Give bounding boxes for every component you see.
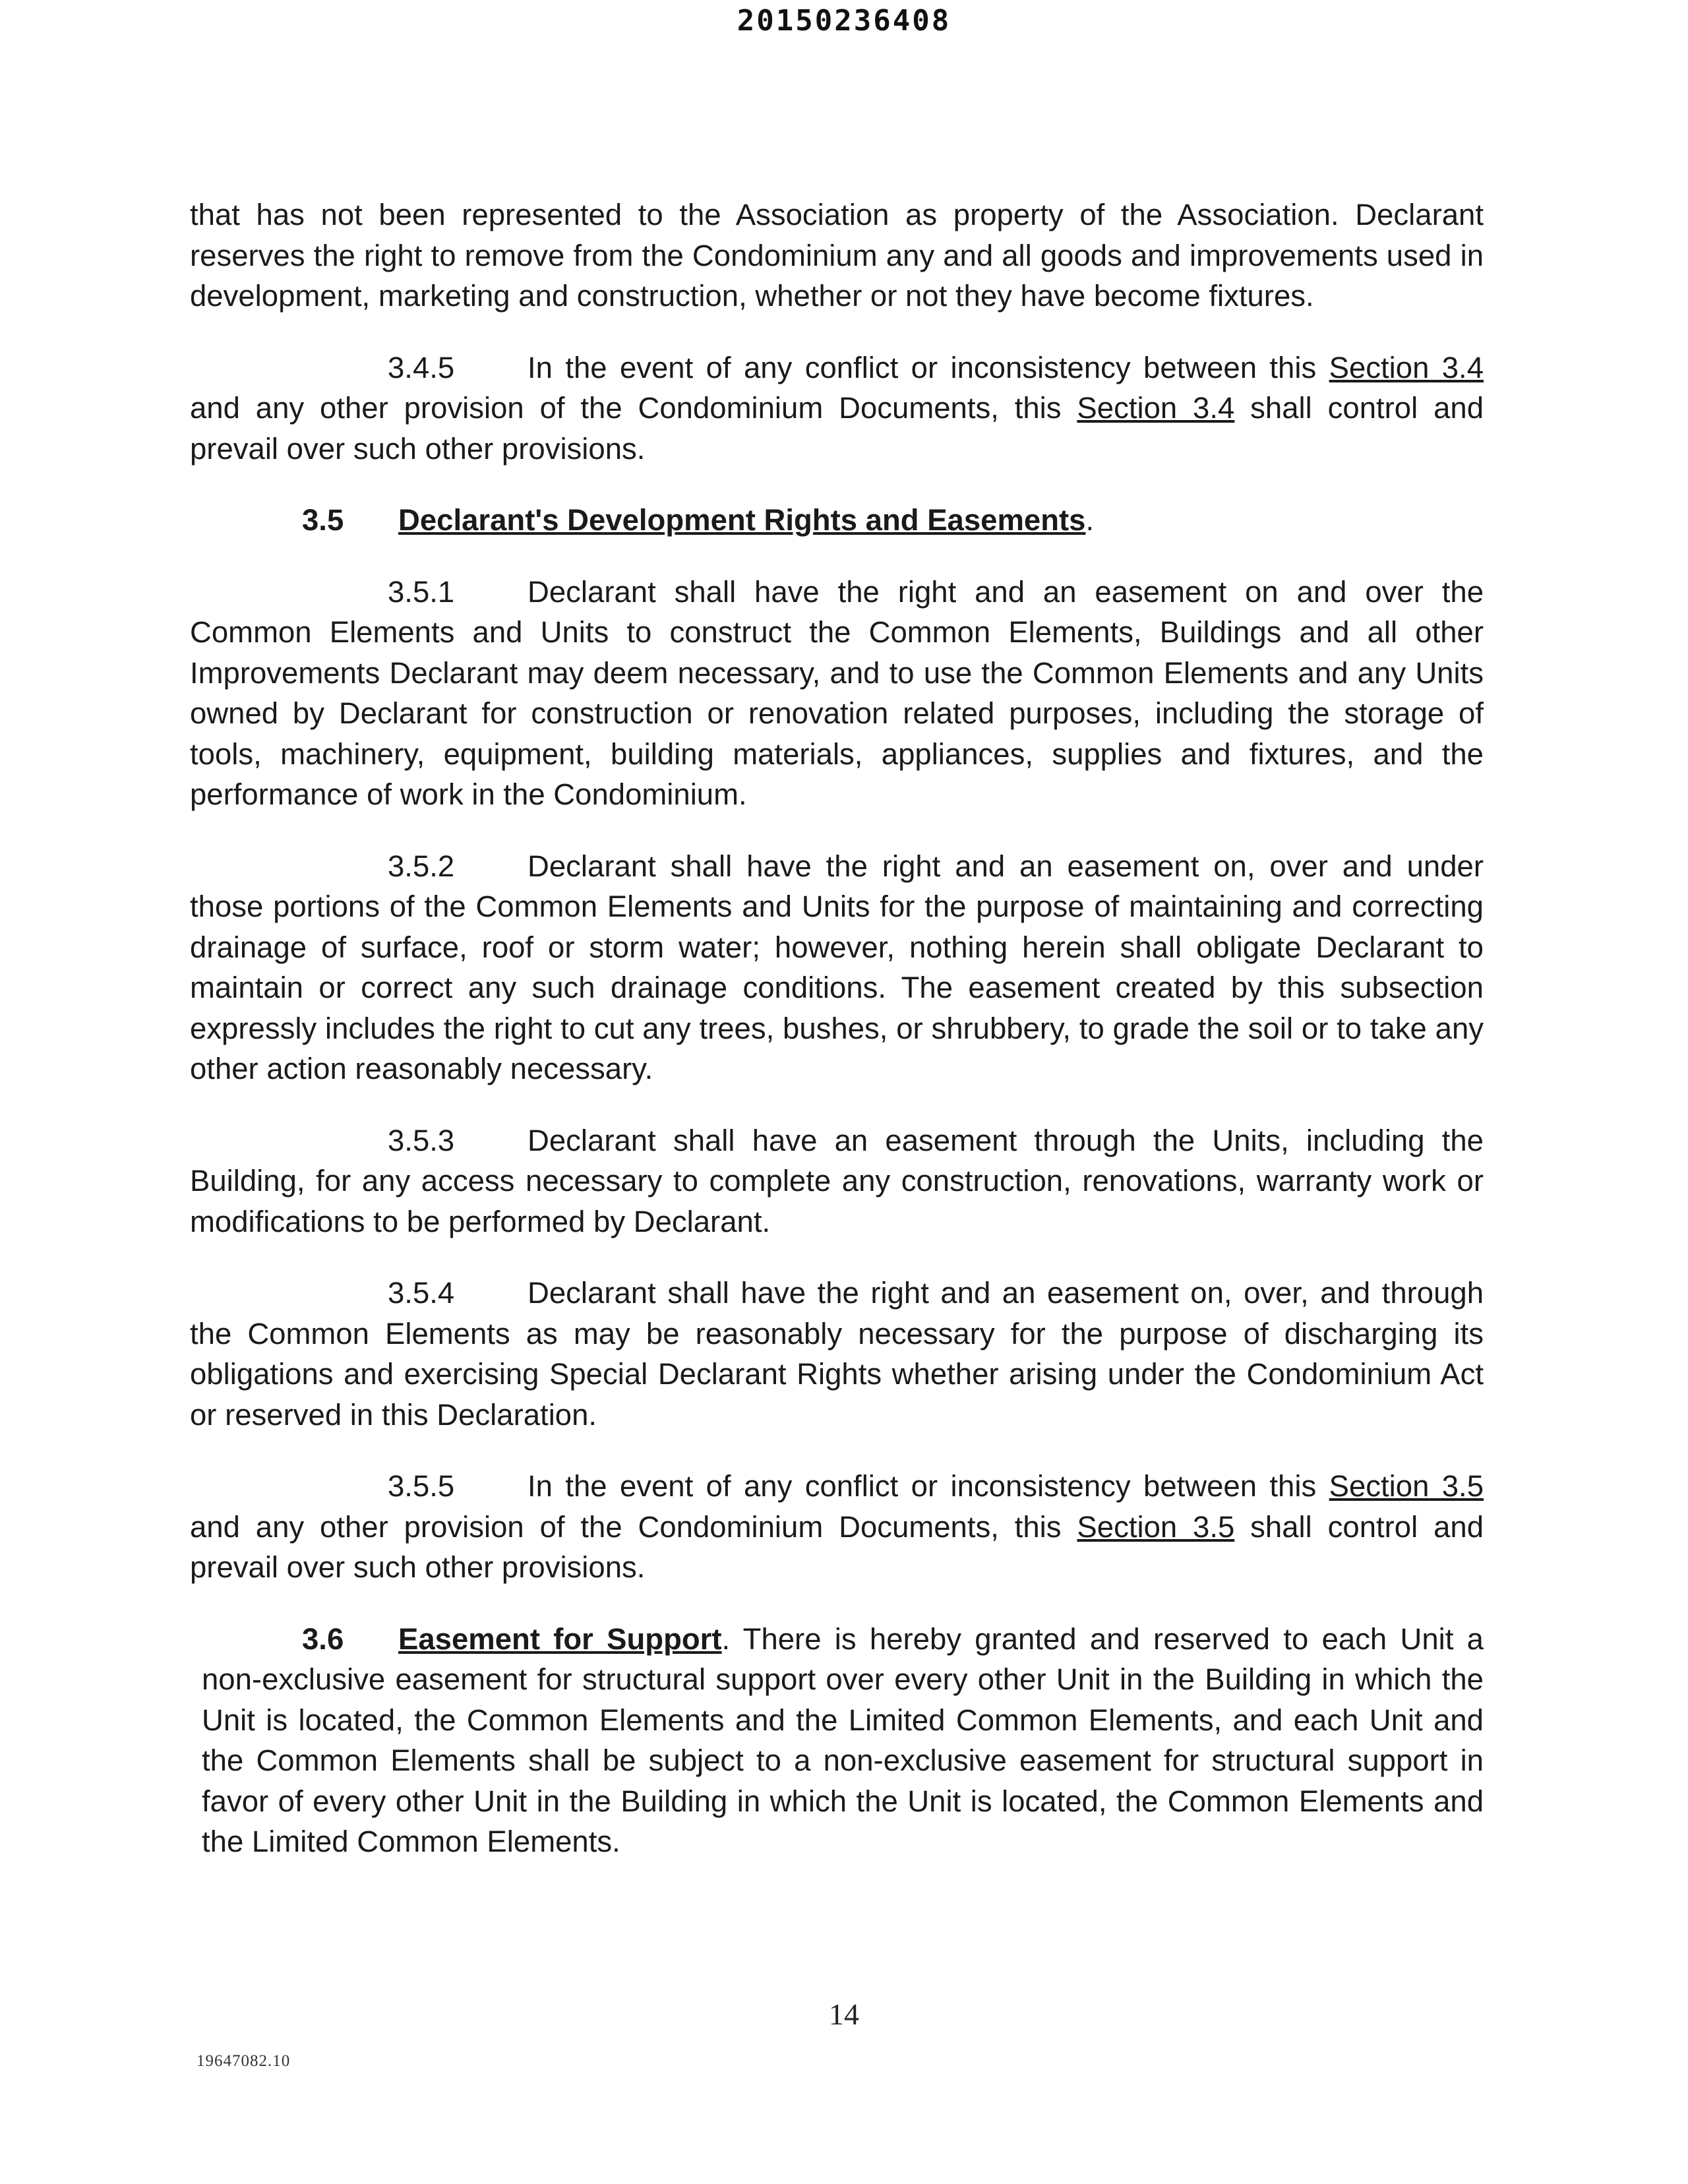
- section-reference-link[interactable]: Section 3.4: [1329, 350, 1484, 384]
- section-text: and any other provision of the Condominium Documents, this: [190, 391, 1077, 425]
- section-reference-link[interactable]: Section 3.4: [1077, 391, 1235, 425]
- section-text: Declarant shall have the right and an easement on, over and under those portions of the Common Elements and Units for the purpose of maintaining and correcting drainage of surface, roof or storm water; however, nothing herein shall obligate Declarant to maintain or correct any such drainage conditions. The easement created by this subsection expressly includes the right to cut any trees, bushes, or shrubbery, to grade the soil or to take any other action reasonably necessary.: [190, 849, 1484, 1085]
- section-text: shall control and prevail over such other provisions.: [190, 1509, 1484, 1584]
- section-3-5-5: [190, 1466, 1484, 1588]
- section-text: shall control and prevail over such other provisions.: [190, 391, 1484, 466]
- section-3-5-2: [190, 846, 1484, 1089]
- section-text: In the event of any conflict or inconsistency between this: [528, 1469, 1329, 1503]
- section-text: and any other provision of the Condominium Documents, this: [190, 1509, 1077, 1544]
- section-3-5-1: [190, 572, 1484, 815]
- section-3-5-3: [190, 1120, 1484, 1242]
- section-text: Declarant shall have an easement through the Units, including the Building, for any access necessary to complete any construction, renovations, warranty work or modifications to be performed by Declarant.: [190, 1123, 1484, 1238]
- heading-trail: .: [1085, 503, 1095, 537]
- section-title: Declarant's Development Rights and Easements: [398, 503, 1086, 537]
- section-number: 3.5.2: [388, 849, 455, 883]
- document-number: 20150236408: [737, 4, 951, 38]
- document-body: [190, 195, 1484, 1893]
- page-number: 14: [829, 1997, 859, 2031]
- heading-trail: .: [721, 1622, 731, 1656]
- section-reference-link[interactable]: Section 3.5: [1077, 1509, 1235, 1544]
- section-text: Declarant shall have the right and an easement on and over the Common Elements and Units to construct the Common Elements, Buildings and all other Improvements Declarant may deem necessary, and to use the Common Elements and any Units owned by Declarant for construction or renovation related purposes, including the storage of tools, machinery, equipment, building materials, appliances, supplies and fixtures, and the performance of work in the Condominium.: [190, 574, 1484, 811]
- section-text: In the event of any conflict or inconsistency between this: [528, 350, 1329, 384]
- section-title: Easement for Support: [398, 1622, 722, 1656]
- section-number: 3.6: [302, 1622, 344, 1656]
- section-reference-link[interactable]: Section 3.5: [1329, 1469, 1484, 1503]
- section-number: 3.4.5: [388, 350, 455, 384]
- section-number: 3.5.1: [388, 574, 455, 609]
- section-3-6: [202, 1619, 1484, 1862]
- section-3-4-5: [190, 348, 1484, 470]
- section-lead: [302, 1622, 730, 1656]
- section-number: 3.5.4: [388, 1276, 455, 1310]
- section-number: 3.5.3: [388, 1123, 455, 1157]
- paragraph-continuation: that has not been represented to the Association as property of the Association. Declarant reserves the right to remove from the Condominium any and all goods and improvements used in development, marketing and construction, whether or not they have become fixtures.: [190, 198, 1484, 313]
- section-text: There is hereby granted and reserved to each Unit a non-exclusive easement for structural support over every other Unit in the Building in which the Unit is located, the Common Elements and the Limited Common Elements, and each Unit and the Common Elements shall be subject to a non-exclusive easement for structural support in favor of every other Unit in the Building in which the Unit is located, the Common Elements and the Limited Common Elements.: [202, 1622, 1484, 1858]
- section-number: 3.5: [302, 503, 344, 537]
- file-reference: 19647082.10: [196, 2052, 291, 2070]
- section-3-5-4: [190, 1273, 1484, 1435]
- section-3-5-heading: [302, 500, 1484, 541]
- section-number: 3.5.5: [388, 1469, 455, 1503]
- section-text: Declarant shall have the right and an easement on, over, and through the Common Elements as may be reasonably necessary for the purpose of discharging its obligations and exercising Special Declarant Rights whether arising under the Condominium Act or reserved in this Declaration.: [190, 1276, 1484, 1432]
